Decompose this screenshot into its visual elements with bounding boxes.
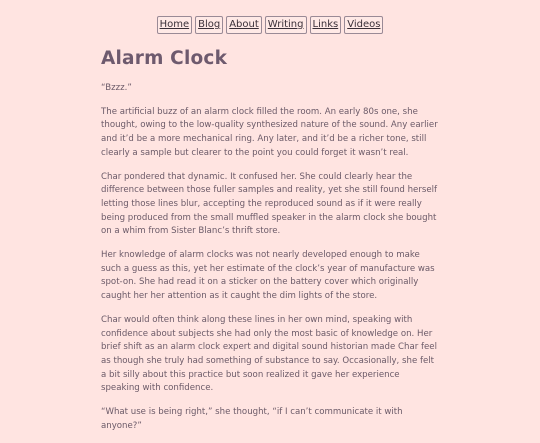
nav-link-links[interactable]: Links [310,16,342,34]
paragraph-1: “Bzzz.” [101,83,132,93]
nav-link-videos[interactable]: Videos [344,16,383,34]
nav-link-writing[interactable]: Writing [265,16,307,34]
paragraph-5: Char would often think along these lines in her own mind, speaking with confidence about subjects she had only the most basic of knowledge on. Her brief shift as an alarm clock expert and digital sound historian made Char feel as though she truly had something of substance to say. Occasionally, she felt a bit silly about this practice but soon realized it gave her experience speaking with confidence. [101,314,437,394]
nav-link-blog[interactable]: Blog [195,16,223,34]
nav-link-about[interactable]: About [226,16,262,34]
paragraph-2: The artificial buzz of an alarm clock filled the room. An early 80s one, she thought, owing to the low-quality synthesized nature of the sound. Any earlier and it’d be a more mechanical ring. Any later, and it’d be a richer tone, still clearly a sample but clearer to the point you could forget it wasn’t real. [101,106,438,158]
page-title: Alarm Clock [101,48,228,69]
article [101,48,441,443]
paragraph-4: Her knowledge of alarm clocks was not nearly developed enough to make such a guess as this, yet her estimate of the clock’s year of manufacture was spot-on. She had read it on a sticker on the battery cover which originally caught her her attention as it caught the dim lights of the store. [101,250,435,302]
top-nav [0,16,540,34]
paragraph-6: “What use is being right,” she thought, “if I can’t communicate it with anyone?” [101,407,403,431]
nav-link-home[interactable]: Home [157,16,193,34]
paragraph-3: Char pondered that dynamic. It confused her. She could clearly hear the difference between those fuller samples and reality, yet she still found herself letting those lines blur, accepting the reproduced sound as if it were really being produced from the small muffled speaker in the alarm clock she bought on a whim from Sister Blanc’s thrift store. [101,171,438,237]
